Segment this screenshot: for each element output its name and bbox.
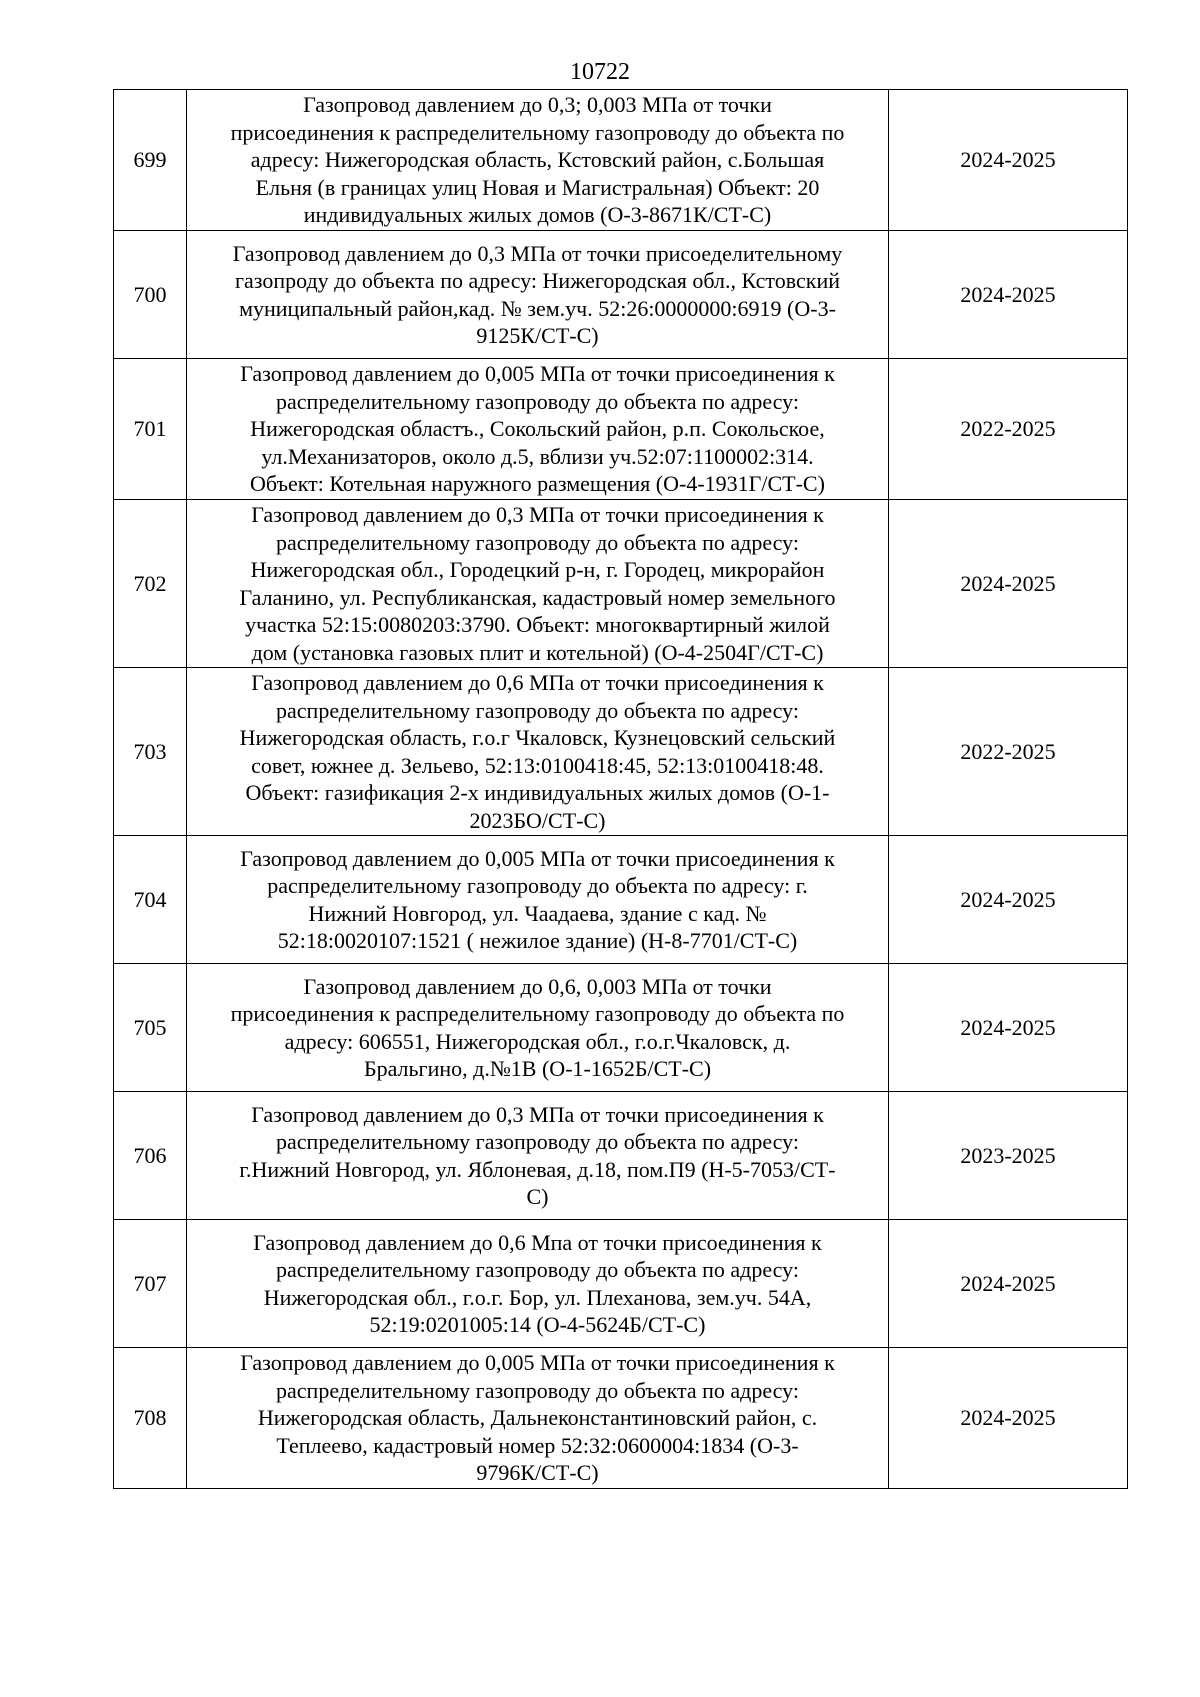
row-years: 2024-2025 [889,90,1128,231]
row-description [187,231,889,359]
table-row [114,359,1128,500]
row-years: 2024-2025 [889,836,1128,964]
description-line: Газопровод давлением до 0,6, 0,003 МПа от точки [303,973,772,999]
description-line: 9796К/СТ-С) [476,1460,599,1486]
description-line: Газопровод давлением до 0,3 МПа от точки присоеделительному [232,240,843,266]
description-line: муниципальный район,кад. № зем.уч. 52:26:0000000:6919 (О-3- [239,295,836,321]
description-line: Газопровод давлением до 0,3; 0,003 МПа от точки [303,92,772,118]
description-line: Бральгино, д.№1В (О-1-1652Б/СТ-С) [363,1056,712,1081]
description-line: присоединения к распределительному газопроводу до объекта по [230,1001,845,1026]
row-number: 705 [114,964,187,1092]
row-years: 2024-2025 [889,1220,1128,1348]
table-row [114,1092,1128,1220]
description-line: распределительному газопроводу до объекта по адресу: [276,697,799,723]
table-row [114,836,1128,964]
row-description [187,1348,889,1489]
row-description [187,359,889,500]
description-line: распределительному газопроводу до объекта по адресу: [276,529,799,555]
description-line: Галанино, ул. Республиканская, кадастровый номер земельного [239,584,836,610]
description-line: совет, южнее д. Зельево, 52:13:0100418:45, 52:13:0100418:48. [251,752,824,778]
row-years: 2024-2025 [889,1348,1128,1489]
description-line: Объект: газификация 2-х индивидуальных жилых домов (О-1- [245,780,830,805]
description-line: Газопровод давлением до 0,6 МПа от точки присоединения к [251,670,824,695]
row-number: 702 [114,500,187,668]
description-line: адресу: Нижегородская область, Кстовский район, с.Большая [250,147,825,173]
row-description [187,964,889,1092]
table-row [114,668,1128,836]
description-line: Нижегородская областъ., Сокольский район, р.п. Сокольское, [250,416,825,442]
row-years: 2024-2025 [889,231,1128,359]
description-line: г.Нижний Новгород, ул. Яблоневая, д.18, пом.П9 (Н-5-7053/СТ- [239,1156,836,1182]
row-number: 706 [114,1092,187,1220]
description-line: 2023БО/СТ-С) [469,807,606,833]
row-number: 699 [114,90,187,231]
description-line: распределительному газопроводу до объекта по адресу: [276,1257,799,1282]
description-line: участка 52:15:0080203:3790. Объект: многоквартирный жилой [245,612,830,637]
table-row [114,1348,1128,1489]
row-description [187,836,889,964]
row-description [187,1092,889,1220]
row-years: 2024-2025 [889,500,1128,668]
row-description [187,500,889,668]
description-line: 52:19:0201005:14 (О-4-5624Б/СТ-С) [369,1312,706,1337]
row-description [187,90,889,231]
description-line: Нижегородская обл., Городецкий р-н, г. Городец, микрорайон [250,557,825,582]
description-line: Нижний Новгород, ул. Чаадаева, здание с кад. № [308,900,767,926]
table-row [114,90,1128,231]
table-row [114,231,1128,359]
description-line: индивидуальных жилых домов (О-3-8671К/СТ-С) [303,202,772,228]
description-line: газопроду до объекта по адресу: Нижегородская обл., Кстовский [234,268,841,293]
row-number: 704 [114,836,187,964]
description-line: Газопровод давлением до 0,005 МПа от точки присоединения к [240,361,835,387]
table-row [114,500,1128,668]
description-line: распределительному газопроводу до объекта по адресу: г. [267,873,808,898]
register-table-body [114,90,1128,1489]
description-line: распределительному газопроводу до объекта по адресу: [276,388,799,414]
table-row [114,964,1128,1092]
row-number: 703 [114,668,187,836]
description-line: адресу: 606551, Нижегородская обл., г.о.г.Чкаловск, д. [284,1028,791,1054]
description-line: распределительному газопроводу до объекта по адресу: [276,1129,799,1154]
description-line: Теплеево, кадастровый номер 52:32:0600004:1834 (О-3- [276,1432,799,1458]
row-years: 2024-2025 [889,964,1128,1092]
description-line: Газопровод давлением до 0,005 МПа от точки присоединения к [240,1350,835,1376]
description-line: Объект: Котельная наружного размещения (О-4-1931Г/СТ-С) [250,471,825,497]
description-line: распределительному газопроводу до объекта по адресу: [276,1377,799,1403]
row-number: 701 [114,359,187,500]
row-description [187,1220,889,1348]
table-row [114,1220,1128,1348]
description-line: дом (установка газовых плит и котельной) (О-4-2504Г/СТ-С) [251,639,824,665]
description-line: Нижегородская обл., г.о.г. Бор, ул. Плеханова, зем.уч. 54А, [263,1284,812,1310]
description-line: присоединения к распределительному газопроводу до объекта по [230,119,845,145]
description-line: Нижегородская область, Дальнеконстантиновский район, с. [257,1405,818,1431]
description-line: Ельня (в границах улиц Новая и Магистральная) Объект: 20 [255,174,820,200]
description-line: 52:18:0020107:1521 ( нежилое здание) (Н-8-7701/СТ-С) [277,928,798,953]
row-number: 700 [114,231,187,359]
row-number: 707 [114,1220,187,1348]
row-description [187,668,889,836]
row-years: 2023-2025 [889,1092,1128,1220]
description-line: Газопровод давлением до 0,005 МПа от точки присоединения к [240,845,835,871]
row-years: 2022-2025 [889,668,1128,836]
description-line: Газопровод давлением до 0,3 МПа от точки присоединения к [251,1101,824,1127]
description-line: ул.Механизаторов, около д.5, вблизи уч.52:07:1100002:314. [261,443,814,469]
row-years: 2022-2025 [889,359,1128,500]
description-line: 9125К/СТ-С) [476,323,599,348]
row-number: 708 [114,1348,187,1489]
description-line: С) [526,1184,549,1209]
description-line: Газопровод давлением до 0,3 МПа от точки присоединения к [251,502,824,527]
description-line: Нижегородская область, г.о.г Чкаловск, Кузнецовский сельский [239,725,836,750]
register-table [113,89,1128,1489]
description-line: Газопровод давлением до 0,6 Мпа от точки присоединения к [253,1229,822,1255]
page-number: 10722 [570,59,630,85]
